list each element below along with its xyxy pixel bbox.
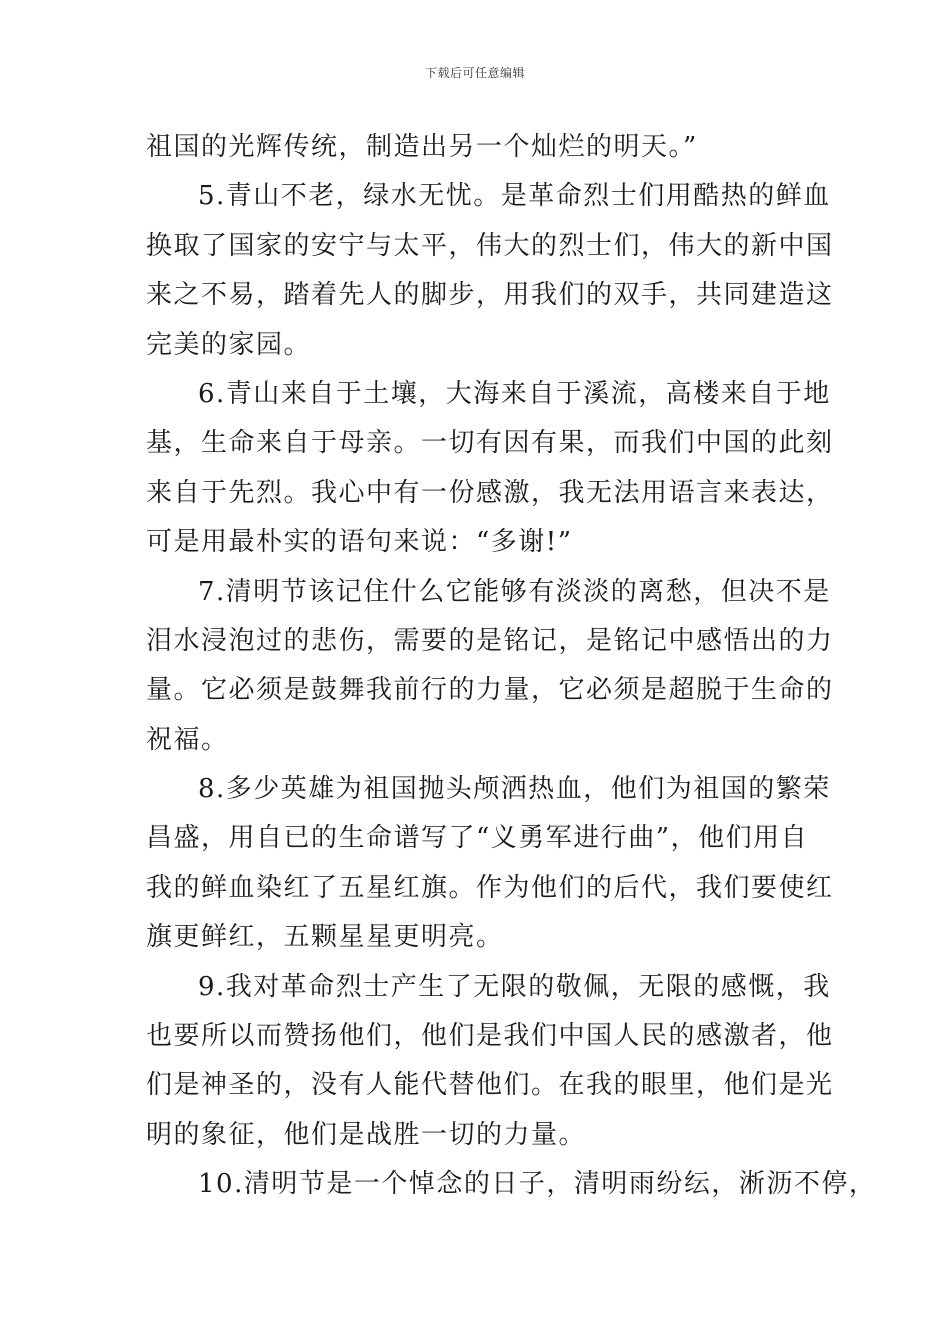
text-line: 完美的家园。 [146,329,312,360]
text-line: 9.我对革命烈士产生了无限的敬佩，无限的感慨，我 [198,971,831,1002]
text-line: 基，生命来自于母亲。一切有因有果，而我们中国的此刻 [146,428,834,459]
text-line: 们是神圣的，没有人能代替他们。在我的眼里，他们是光 [146,1070,834,1101]
text-line: 也要所以而赞扬他们，他们是我们中国人民的感激者，他 [146,1021,834,1052]
text-line: 祖国的光辉传统，制造出另一个灿烂的明天。” [146,132,698,162]
text-line: 8.多少英雄为祖国抛头颅洒热血，他们为祖国的繁荣 [198,774,831,805]
text-line: 祝福。 [146,724,229,755]
text-line: 7.清明节该记住什么它能够有淡淡的离愁，但决不是 [198,576,831,607]
text-line: 昌盛，用自已的生命谱写了“义勇军进行曲”，他们用自 [146,823,809,854]
text-line: 可是用最朴实的语句来说：“多谢!” [146,527,573,558]
page-header: 下载后可任意编辑 [424,66,525,80]
text-line: 10.清明节是一个悼念的日子，清明雨纷纭，淅沥不停， [198,1169,877,1200]
document-body [146,123,877,1210]
text-line: 5.青山不老，绿水无忧。是革命烈士们用酷热的鲜血 [198,181,831,212]
text-line: 来之不易，踏着先人的脚步，用我们的双手，共同建造这 [146,280,834,311]
text-line: 旗更鲜红，五颗星星更明亮。 [146,922,504,953]
text-line: 泪水浸泡过的悲伤，需要的是铭记，是铭记中感悟出的力 [146,625,834,656]
text-line: 明的象征，他们是战胜一切的力量。 [146,1119,587,1150]
text-line: 换取了国家的安宁与太平，伟大的烈士们，伟大的新中国 [146,230,834,261]
text-line: 来自于先烈。我心中有一份感激，我无法用语言来表达， [146,477,834,508]
text-line: 量。它必须是鼓舞我前行的力量，它必须是超脱于生命的 [146,675,834,706]
text-line: 我的鲜血染红了五星红旗。作为他们的后代，我们要使红 [146,872,834,903]
text-line: 6.青山来自于土壤，大海来自于溪流，高楼来自于地 [198,378,831,409]
